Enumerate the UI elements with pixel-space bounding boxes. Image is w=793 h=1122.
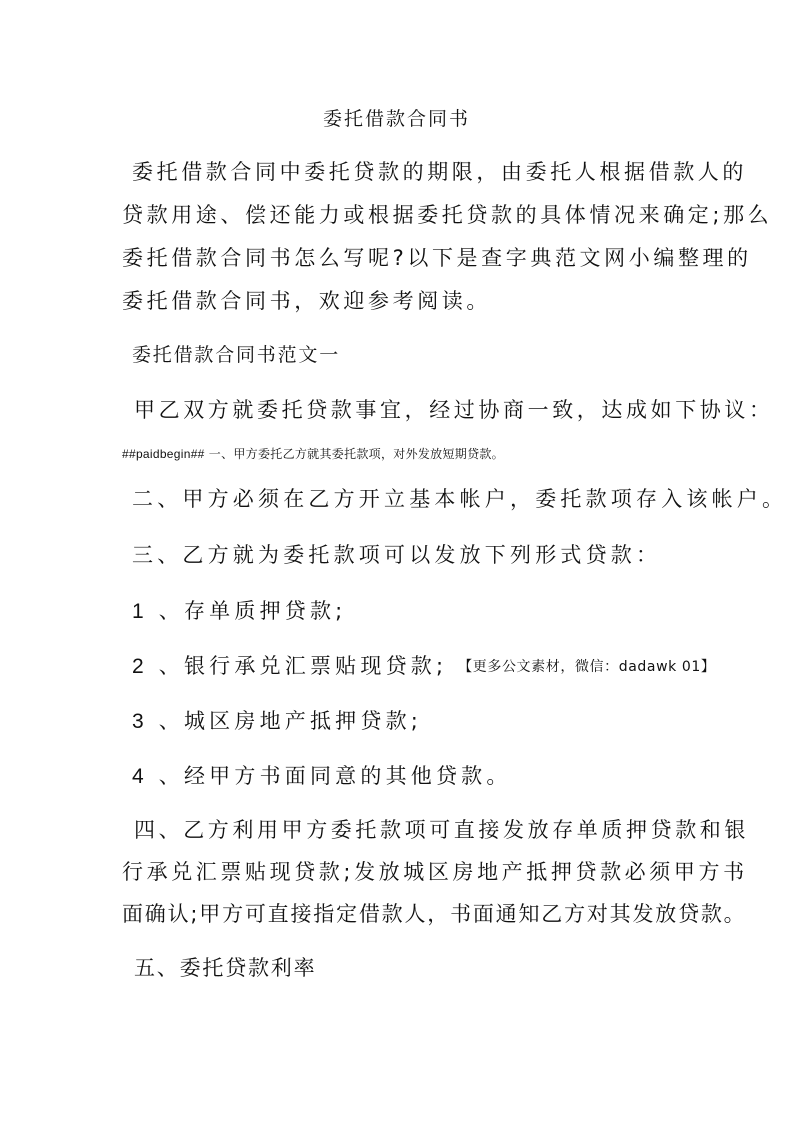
loan-type-4-text: 、经甲方书面同意的其他贷款。: [158, 764, 512, 788]
agreement-line: 甲乙双方就委托贷款事宜，经过协商一致，达成如下协议：: [134, 398, 774, 422]
clause-2: 二、甲方必须在乙方开立基本帐户，委托款项存入该帐户。: [132, 487, 788, 511]
paid-line: [122, 446, 504, 462]
loan-type-1-number: 1: [132, 600, 148, 623]
loan-type-3-number: 3: [132, 710, 148, 733]
loan-type-3-text: 、城区房地产抵押贷款;: [158, 709, 423, 733]
loan-type-2-text: 、银行承兑汇票贴现贷款;: [158, 654, 448, 678]
intro-line-2: 贷款用途、偿还能力或根据委托贷款的具体情况来确定;那么: [122, 203, 773, 227]
section-heading: 委托借款合同书范文一: [132, 344, 341, 366]
paid-marker: ##paidbegin##: [122, 447, 205, 461]
loan-type-4: [132, 761, 692, 792]
document-title: 委托借款合同书: [322, 108, 470, 130]
promo-note: 【更多公文素材，微信：dadawk 01】: [458, 659, 716, 675]
clause-5: 五、委托贷款利率: [134, 956, 317, 980]
loan-type-2: [132, 651, 716, 682]
loan-type-1-text: 、存单质押贷款;: [158, 599, 347, 623]
loan-type-1: [132, 596, 692, 627]
clause-3: 三、乙方就为委托款项可以发放下列形式贷款：: [132, 543, 662, 567]
clause-4-line-2: 行承兑汇票贴现贷款;发放城区房地产抵押贷款必须甲方书: [122, 860, 748, 884]
clause-1: 一、甲方委托乙方就其委托款项，对外发放短期贷款。: [208, 447, 504, 461]
loan-type-3: [132, 706, 692, 737]
clause-4-line-1: 四、乙方利用甲方委托款项可直接发放存单质押贷款和银: [134, 818, 749, 842]
intro-line-4: 委托借款合同书，欢迎参考阅读。: [122, 289, 491, 313]
intro-line-1: 委托借款合同中委托贷款的期限，由委托人根据借款人的: [132, 160, 747, 184]
loan-type-2-number: 2: [132, 655, 148, 678]
intro-line-3: 委托借款合同书怎么写呢?以下是查字典范文网小编整理的: [122, 246, 752, 270]
loan-type-4-number: 4: [132, 765, 148, 788]
clause-4-line-3: 面确认;甲方可直接指定借款人，书面通知乙方对其发放贷款。: [122, 902, 747, 926]
